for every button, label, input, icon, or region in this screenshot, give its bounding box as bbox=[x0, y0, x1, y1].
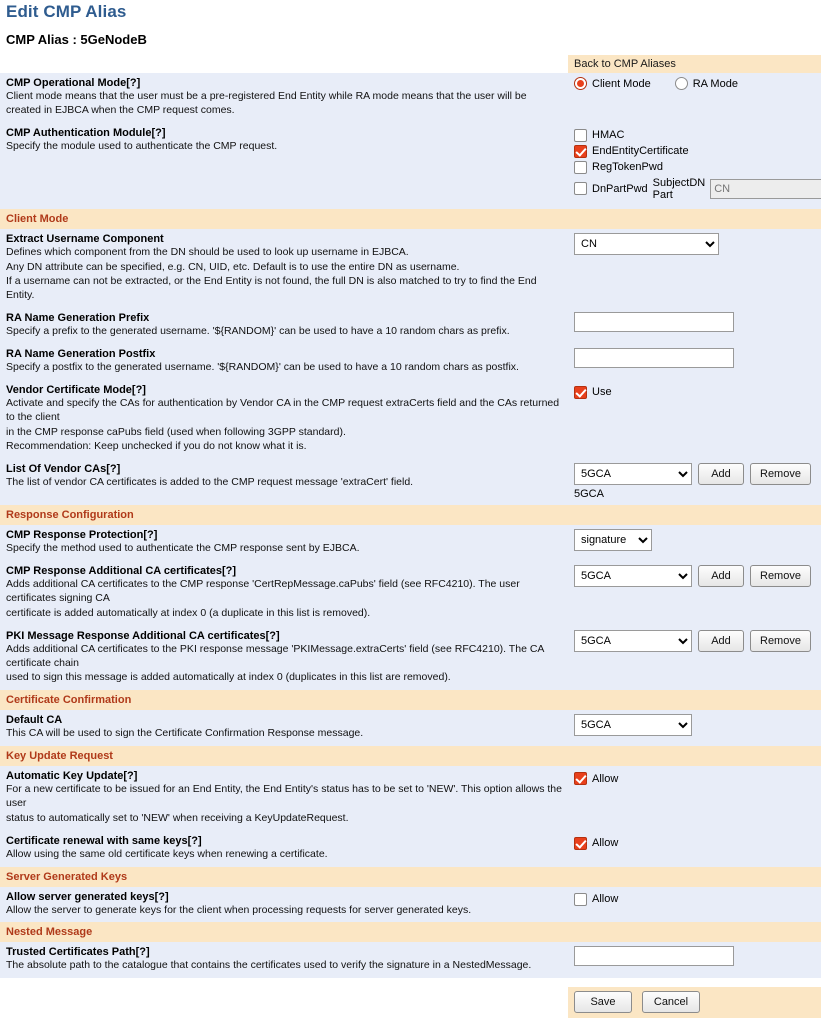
form-actions-cell bbox=[568, 987, 821, 1018]
radio-ra-mode-label: RA Mode bbox=[692, 77, 738, 90]
checkbox-allow-server-generated-keys[interactable] bbox=[574, 893, 587, 906]
extract-username-label-cell bbox=[0, 229, 568, 308]
section-client-mode-label: Client Mode bbox=[0, 209, 568, 229]
extract-username-help-3: If a username can not be extracted, or the End Entity is not found, the full DN is also matched to try to find the End Entity. bbox=[6, 275, 537, 302]
cert-renewal-same-keys-label-cell bbox=[0, 831, 568, 867]
section-client-mode-right bbox=[568, 209, 821, 229]
automatic-key-update-allow bbox=[574, 772, 815, 785]
back-to-cmp-aliases-link[interactable]: Back to CMP Aliases bbox=[574, 58, 676, 70]
vendor-ca-list-label-cell bbox=[0, 459, 568, 505]
vendor-ca-list-control-cell bbox=[568, 459, 821, 505]
save-button[interactable]: Save bbox=[574, 991, 632, 1013]
row-extract-username bbox=[0, 229, 821, 308]
trusted-certificates-path-help: The absolute path to the catalogue that contains the certificates used to verify the signature in a NestedMessage. bbox=[6, 959, 532, 972]
row-authentication-module bbox=[0, 123, 821, 209]
extract-username-help-2: Any DN attribute can be specified, e.g. CN, UID, etc. Default is to use the entire DN as username. bbox=[6, 260, 460, 273]
auth-module-endentitycertificate bbox=[574, 145, 815, 158]
row-pki-message-additional-ca bbox=[0, 626, 821, 691]
allow-server-generated-keys-control-cell bbox=[568, 887, 821, 923]
operational-mode-help: Client mode means that the user must be a pre-registered End Entity while RA mode means that the user will be created in EJBCA when the CMP request comes. bbox=[6, 90, 527, 116]
checkbox-dnpartpwd[interactable] bbox=[574, 182, 587, 195]
back-link-cell bbox=[568, 55, 821, 73]
response-additional-ca-add-button[interactable]: Add bbox=[698, 565, 744, 587]
checkbox-endentitycertificate[interactable] bbox=[574, 145, 587, 158]
cert-renewal-same-keys-control-cell bbox=[568, 831, 821, 867]
vendor-ca-remove-button[interactable]: Remove bbox=[750, 463, 811, 485]
row-response-protection bbox=[0, 525, 821, 561]
response-additional-ca-remove-button[interactable]: Remove bbox=[750, 565, 811, 587]
allow-server-generated-keys-label: Allow server generated keys bbox=[6, 890, 155, 903]
extract-username-select[interactable] bbox=[574, 233, 719, 255]
section-certificate-confirmation-label: Certificate Confirmation bbox=[0, 690, 568, 710]
trusted-certificates-path-label: Trusted Certificates Path bbox=[6, 946, 136, 959]
pki-message-additional-ca-control-cell bbox=[568, 626, 821, 691]
section-certificate-confirmation-right bbox=[568, 690, 821, 710]
operational-mode-label: CMP Operational Mode bbox=[6, 77, 127, 89]
spacer-row bbox=[0, 978, 821, 987]
operational-mode-radio-group bbox=[574, 77, 815, 90]
extract-username-control-cell bbox=[568, 229, 821, 308]
help-marker-icon[interactable]: [?] bbox=[187, 834, 202, 847]
help-marker-icon[interactable]: [?] bbox=[265, 629, 280, 642]
pki-message-additional-ca-controls bbox=[574, 630, 815, 652]
row-operational-mode bbox=[0, 73, 821, 123]
vendor-certificate-mode-help-3: Recommendation: Keep unchecked if you do not know what it is. bbox=[6, 440, 307, 453]
ra-name-postfix-input[interactable] bbox=[574, 348, 734, 368]
section-certificate-confirmation bbox=[0, 690, 821, 710]
response-additional-ca-help-2: certificate is added automatically at index 0 (a duplicate in this list is removed). bbox=[6, 606, 371, 619]
operational-mode-label-cell bbox=[0, 73, 568, 123]
auth-module-dnpartpwd bbox=[574, 177, 815, 201]
allow-server-generated-keys-help: Allow the server to generate keys for the client when processing requests for server generated keys. bbox=[6, 903, 472, 916]
section-response-configuration bbox=[0, 505, 821, 525]
response-additional-ca-control-cell bbox=[568, 561, 821, 626]
back-link-row bbox=[0, 55, 821, 73]
pki-message-additional-ca-label-cell bbox=[0, 626, 568, 691]
authentication-module-control-cell bbox=[568, 123, 821, 209]
radio-ra-mode[interactable] bbox=[675, 77, 688, 90]
pki-message-additional-ca-help-2: used to sign this message is added automatically at index 0 (duplicates in this list are removed). bbox=[6, 671, 451, 684]
subjectdn-part-input[interactable] bbox=[710, 179, 821, 199]
radio-client-mode-label: Client Mode bbox=[592, 77, 651, 90]
trusted-certificates-path-control-cell bbox=[568, 942, 821, 978]
vendor-ca-add-button[interactable]: Add bbox=[698, 463, 744, 485]
vendor-ca-list-select[interactable] bbox=[574, 463, 692, 485]
response-protection-label: CMP Response Protection bbox=[6, 529, 144, 542]
back-link-row-spacer bbox=[0, 55, 568, 73]
checkbox-endentitycertificate-label: EndEntityCertificate bbox=[592, 145, 689, 158]
automatic-key-update-label-cell bbox=[0, 766, 568, 831]
checkbox-hmac-label: HMAC bbox=[592, 129, 625, 142]
help-marker-icon[interactable]: [?] bbox=[106, 463, 121, 476]
ra-name-postfix-label-cell bbox=[0, 344, 568, 380]
cert-renewal-same-keys-help: Allow using the same old certificate keys when renewing a certificate. bbox=[6, 847, 328, 860]
ra-name-postfix-help: Specify a postfix to the generated username. '${RANDOM}' can be used to have a 10 random chars as postfix. bbox=[6, 361, 519, 374]
pki-message-additional-ca-label: PKI Message Response Additional CA certificates bbox=[6, 629, 266, 642]
auth-module-hmac bbox=[574, 129, 815, 142]
cmp-alias-form bbox=[0, 55, 821, 1018]
response-additional-ca-label: CMP Response Additional CA certificates bbox=[6, 565, 222, 578]
help-marker-icon[interactable]: [?] bbox=[151, 126, 166, 139]
row-vendor-ca-list bbox=[0, 459, 821, 505]
allow-server-generated-keys-allow bbox=[574, 893, 815, 906]
alias-heading: CMP Alias : 5GeNodeB bbox=[6, 32, 147, 47]
response-additional-ca-label-cell bbox=[0, 561, 568, 626]
form-actions-row bbox=[0, 987, 821, 1018]
checkbox-automatic-key-update-allow-label: Allow bbox=[592, 772, 619, 785]
help-marker-icon[interactable]: [?] bbox=[143, 529, 158, 542]
extract-username-help-1: Defines which component from the DN should be used to look up username in EJBCA. bbox=[6, 245, 409, 258]
spacer-right bbox=[568, 978, 821, 987]
section-server-generated-keys-right bbox=[568, 867, 821, 887]
help-marker-icon[interactable]: [?] bbox=[131, 383, 146, 396]
section-nested-message-label: Nested Message bbox=[0, 922, 568, 942]
section-client-mode bbox=[0, 209, 821, 229]
response-protection-label-cell bbox=[0, 525, 568, 561]
vendor-certificate-mode-help-2: in the CMP response caPubs field (used when following 3GPP standard). bbox=[6, 425, 346, 438]
row-response-additional-ca bbox=[0, 561, 821, 626]
row-trusted-certificates-path bbox=[0, 942, 821, 978]
row-default-ca bbox=[0, 710, 821, 746]
authentication-module-label: CMP Authentication Module bbox=[6, 126, 152, 139]
vendor-ca-list-controls bbox=[574, 463, 815, 485]
help-marker-icon[interactable]: [?] bbox=[123, 770, 138, 783]
checkbox-cert-renewal-same-keys-allow-label: Allow bbox=[592, 837, 619, 850]
default-ca-help: This CA will be used to sign the Certificate Confirmation Response message. bbox=[6, 727, 364, 740]
ra-name-prefix-label-cell bbox=[0, 308, 568, 344]
checkbox-vendor-certificate-mode-use[interactable] bbox=[574, 386, 587, 399]
trusted-certificates-path-label-cell bbox=[0, 942, 568, 978]
vendor-ca-current-value: 5GCA bbox=[574, 488, 604, 501]
row-automatic-key-update bbox=[0, 766, 821, 831]
pki-message-additional-ca-select[interactable] bbox=[574, 630, 692, 652]
response-protection-control-cell bbox=[568, 525, 821, 561]
authentication-module-help: Specify the module used to authenticate the CMP request. bbox=[6, 139, 278, 152]
allow-server-generated-keys-label-cell bbox=[0, 887, 568, 923]
form-actions-left bbox=[0, 987, 568, 1018]
automatic-key-update-help-1: For a new certificate to be issued for an End Entity, the End Entity's status has to be set to 'NEW'. This option allows the user bbox=[6, 783, 562, 810]
automatic-key-update-label: Automatic Key Update bbox=[6, 770, 124, 783]
automatic-key-update-control-cell bbox=[568, 766, 821, 831]
help-marker-icon[interactable]: [?] bbox=[135, 946, 150, 959]
default-ca-control-cell bbox=[568, 710, 821, 746]
cancel-button[interactable]: Cancel bbox=[642, 991, 700, 1013]
ra-name-prefix-help: Specify a prefix to the generated username. '${RANDOM}' can be used to have a 10 random chars as prefix. bbox=[6, 325, 510, 338]
checkbox-vendor-certificate-mode-use-label: Use bbox=[592, 386, 612, 399]
section-key-update-request-right bbox=[568, 746, 821, 766]
row-vendor-certificate-mode bbox=[0, 380, 821, 459]
vendor-ca-list-help: The list of vendor CA certificates is added to the CMP request message 'extraCert' field. bbox=[6, 476, 414, 489]
section-nested-message-right bbox=[568, 922, 821, 942]
spacer-left bbox=[0, 978, 568, 987]
checkbox-cert-renewal-same-keys-allow[interactable] bbox=[574, 837, 587, 850]
trusted-certificates-path-input[interactable] bbox=[574, 946, 734, 966]
pki-message-additional-ca-help-1: Adds additional CA certificates to the PKI response message 'PKIMessage.extraCerts' field (see RFC4210). The CA certificate chain bbox=[6, 642, 544, 669]
pki-message-additional-ca-remove-button[interactable]: Remove bbox=[750, 630, 811, 652]
default-ca-select[interactable] bbox=[574, 714, 692, 736]
row-allow-server-generated-keys bbox=[0, 887, 821, 923]
pki-message-additional-ca-add-button[interactable]: Add bbox=[698, 630, 744, 652]
ra-name-prefix-control-cell bbox=[568, 308, 821, 344]
radio-client-mode[interactable] bbox=[574, 77, 587, 90]
auth-module-regtokenpwd bbox=[574, 161, 815, 174]
vendor-certificate-mode-help-1: Activate and specify the CAs for authentication by Vendor CA in the CMP request extraCerts field and the CAs returned to the client bbox=[6, 396, 560, 423]
row-ra-name-prefix bbox=[0, 308, 821, 344]
cert-renewal-same-keys-label: Certificate renewal with same keys bbox=[6, 834, 188, 847]
help-marker-icon[interactable]: [?] bbox=[154, 890, 169, 903]
extract-username-label: Extract Username Component bbox=[6, 232, 164, 245]
checkbox-hmac[interactable] bbox=[574, 129, 587, 142]
section-server-generated-keys bbox=[0, 867, 821, 887]
ra-name-prefix-label: RA Name Generation Prefix bbox=[6, 312, 150, 325]
response-additional-ca-controls bbox=[574, 565, 815, 587]
checkbox-dnpartpwd-label: DnPartPwd bbox=[592, 182, 648, 195]
response-protection-select[interactable] bbox=[574, 529, 652, 551]
section-server-generated-keys-label: Server Generated Keys bbox=[0, 867, 568, 887]
form-actions-buttons bbox=[574, 991, 815, 1013]
section-response-configuration-label: Response Configuration bbox=[0, 505, 568, 525]
row-cert-renewal-same-keys bbox=[0, 831, 821, 867]
cert-renewal-same-keys-allow bbox=[574, 837, 815, 850]
help-marker-icon[interactable]: [?] bbox=[126, 77, 141, 89]
automatic-key-update-help-2: status to automatically set to 'NEW' when receiving a KeyUpdateRequest. bbox=[6, 811, 349, 824]
authentication-module-label-cell bbox=[0, 123, 568, 209]
default-ca-label: Default CA bbox=[6, 714, 63, 727]
response-additional-ca-select[interactable] bbox=[574, 565, 692, 587]
response-additional-ca-help-1: Adds additional CA certificates to the CMP response 'CertRepMessage.caPubs' field (see RFC4210). The user certificates signing CA bbox=[6, 578, 520, 605]
section-response-configuration-right bbox=[568, 505, 821, 525]
section-key-update-request-label: Key Update Request bbox=[0, 746, 568, 766]
operational-mode-control-cell bbox=[568, 73, 821, 123]
checkbox-allow-server-generated-keys-label: Allow bbox=[592, 893, 619, 906]
subjectdn-part-label: SubjectDN Part bbox=[652, 176, 706, 201]
response-protection-help: Specify the method used to authenticate the CMP response sent by EJBCA. bbox=[6, 542, 360, 555]
page-title: Edit CMP Alias bbox=[6, 2, 127, 21]
section-key-update-request bbox=[0, 746, 821, 766]
default-ca-label-cell bbox=[0, 710, 568, 746]
checkbox-regtokenpwd-label: RegTokenPwd bbox=[592, 161, 663, 174]
checkbox-automatic-key-update-allow[interactable] bbox=[574, 772, 587, 785]
vendor-certificate-mode-label-cell bbox=[0, 380, 568, 459]
row-ra-name-postfix bbox=[0, 344, 821, 380]
ra-name-postfix-label: RA Name Generation Postfix bbox=[6, 348, 156, 361]
vendor-certificate-mode-control-cell bbox=[568, 380, 821, 459]
section-nested-message bbox=[0, 922, 821, 942]
ra-name-postfix-control-cell bbox=[568, 344, 821, 380]
ra-name-prefix-input[interactable] bbox=[574, 312, 734, 332]
vendor-certificate-mode-label: Vendor Certificate Mode bbox=[6, 383, 132, 396]
help-marker-icon[interactable]: [?] bbox=[221, 565, 237, 578]
vendor-certificate-mode-use bbox=[574, 386, 815, 399]
checkbox-regtokenpwd[interactable] bbox=[574, 161, 587, 174]
vendor-ca-list-label: List Of Vendor CAs bbox=[6, 463, 107, 476]
